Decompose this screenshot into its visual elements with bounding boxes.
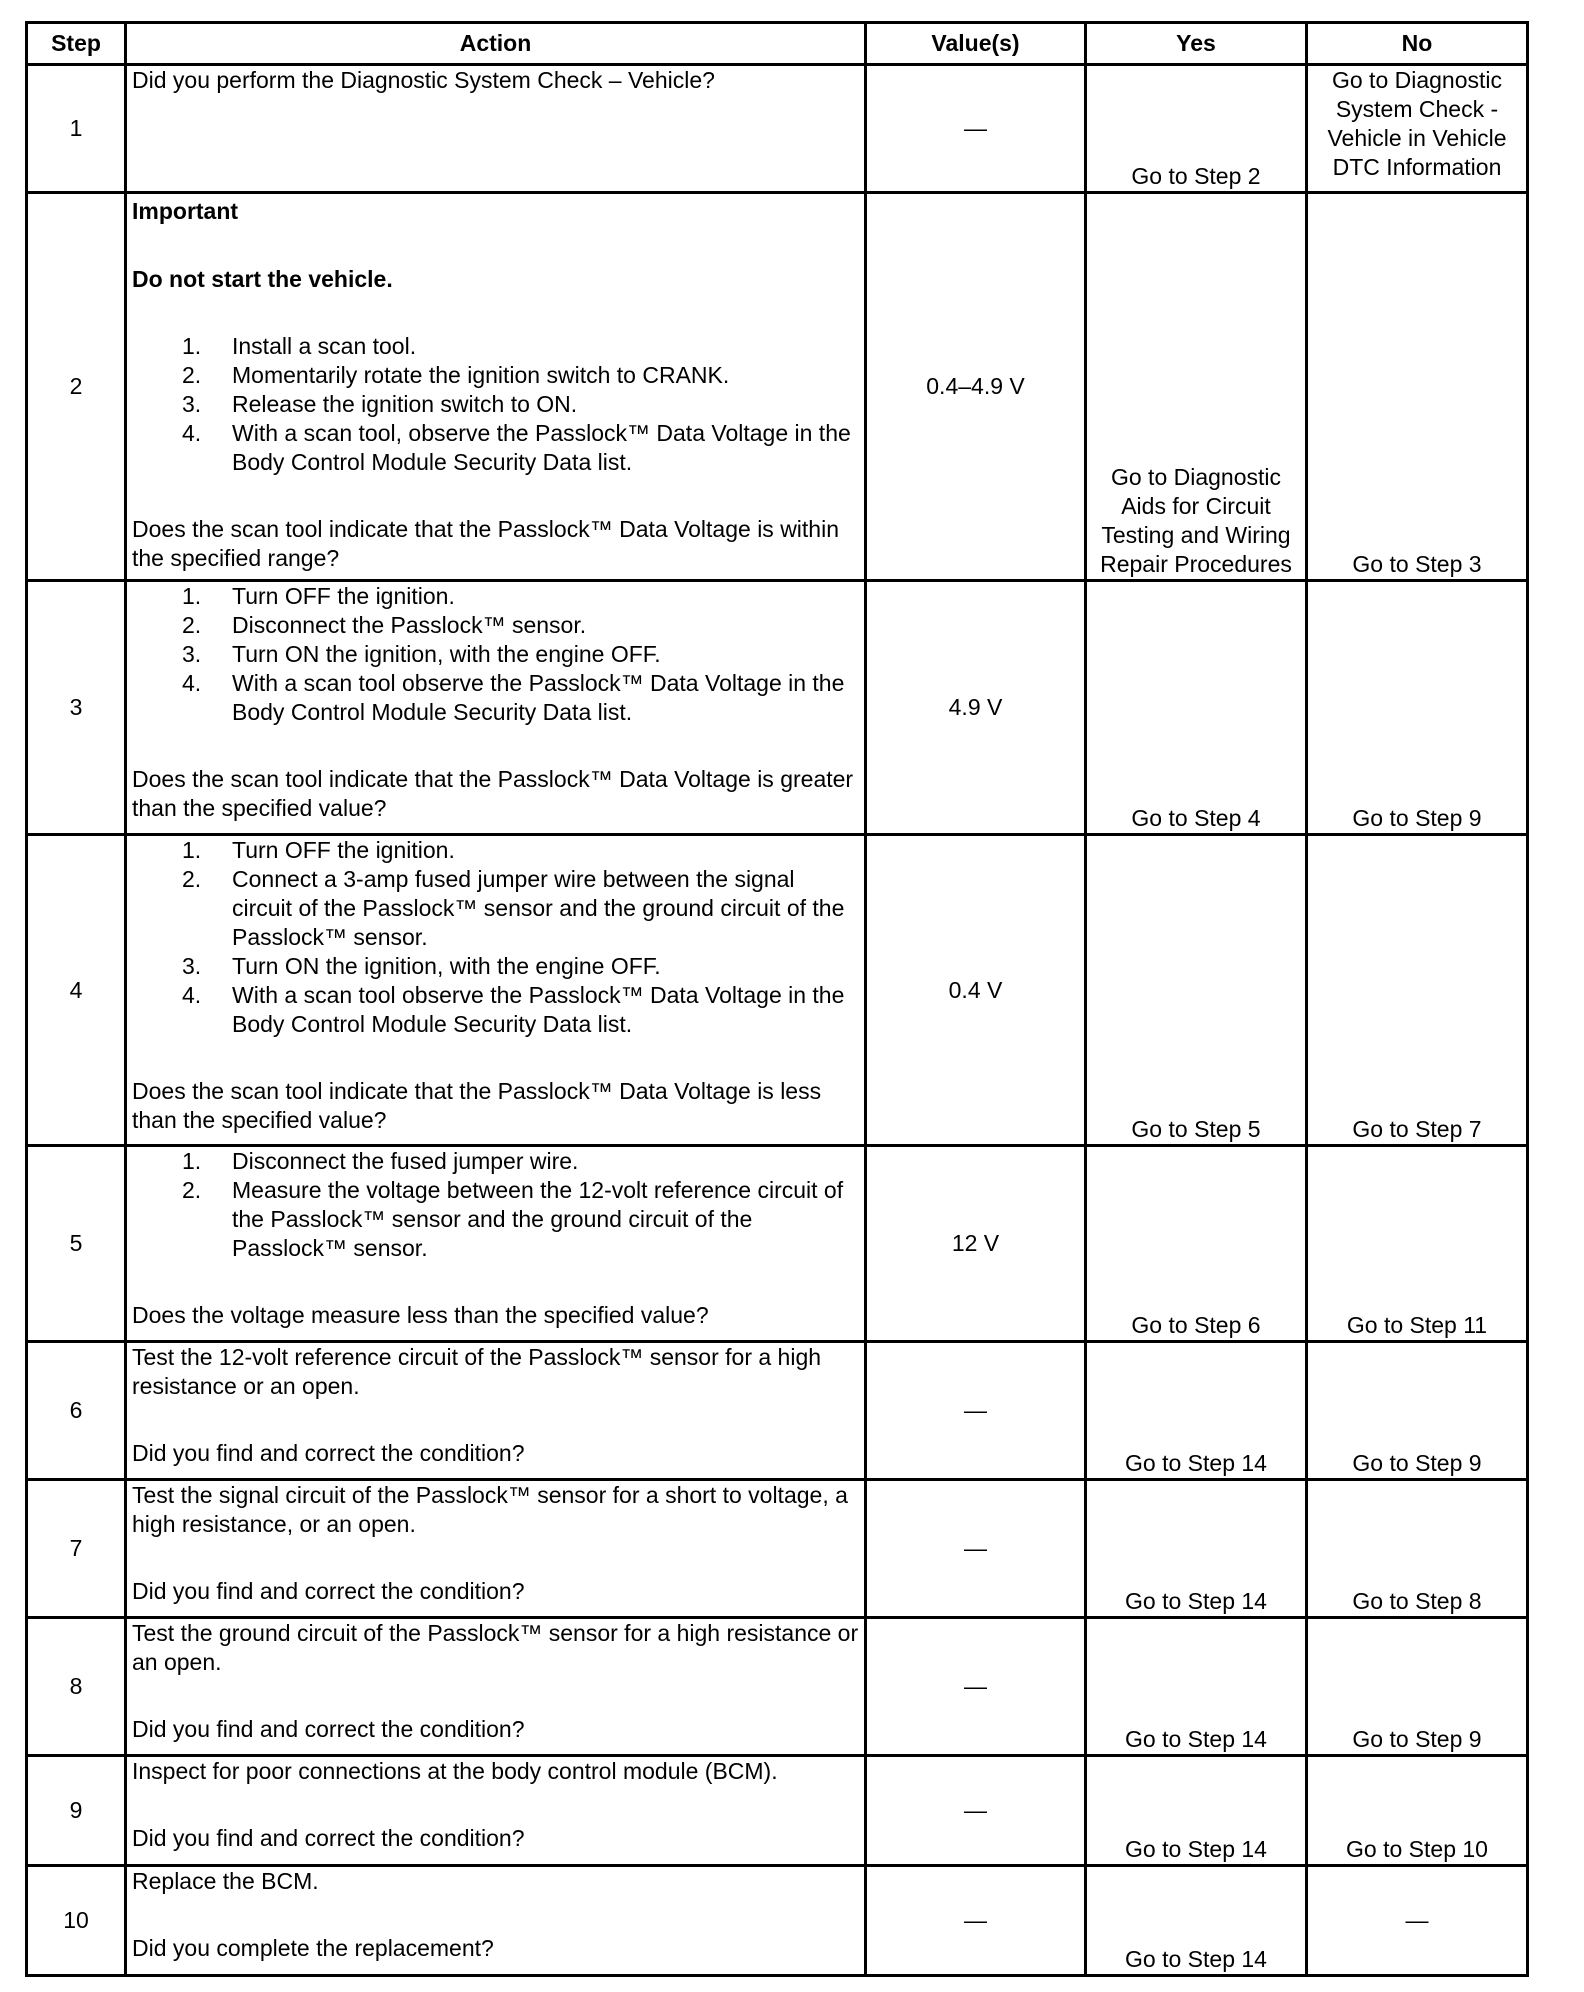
step-number: 7: [27, 1480, 126, 1618]
value-cell: 0.4–4.9 V: [866, 193, 1086, 581]
procedure-list: [132, 582, 859, 727]
value-cell: —: [866, 1756, 1086, 1866]
header-yes: Yes: [1086, 23, 1307, 65]
question-text: Does the scan tool indicate that the Passlock™ Data Voltage is less than the specified value?: [132, 1078, 822, 1133]
header-action: Action: [126, 23, 866, 65]
no-cell: Go to Diagnostic System Check - Vehicle in Vehicle DTC Information: [1307, 65, 1528, 193]
value-cell: —: [866, 1480, 1086, 1618]
yes-cell: Go to Step 14: [1086, 1342, 1307, 1480]
table-row: [27, 1618, 1528, 1756]
question-text: Did you find and correct the condition?: [132, 1578, 525, 1604]
list-item: 2. Measure the voltage between the 12-volt reference circuit of the Passlock™ sensor and the ground circuit of the Passlock™ sensor.: [182, 1177, 844, 1261]
action-cell: [126, 193, 866, 581]
procedure-list: [132, 332, 859, 477]
question-text: Did you find and correct the condition?: [132, 1440, 525, 1466]
question-text: Did you find and correct the condition?: [132, 1825, 525, 1851]
procedure-list: [132, 836, 859, 1039]
yes-cell: Go to Step 5: [1086, 835, 1307, 1146]
list-item: 1. Turn OFF the ignition.: [182, 837, 455, 863]
list-item: 3. Turn ON the ignition, with the engine OFF.: [182, 641, 661, 667]
value-cell: 0.4 V: [866, 835, 1086, 1146]
question-text: Did you complete the replacement?: [132, 1935, 494, 1961]
procedure-list: [132, 1147, 859, 1263]
important-label: Important: [132, 198, 239, 224]
yes-cell: Go to Step 14: [1086, 1866, 1307, 1976]
list-item: 4. With a scan tool observe the Passlock™ Data Voltage in the Body Control Module Security Data list.: [182, 982, 845, 1037]
action-cell: [126, 581, 866, 835]
list-item: 4. With a scan tool, observe the Passlock™ Data Voltage in the Body Control Module Security Data list.: [182, 420, 851, 475]
no-cell: Go to Step 10: [1307, 1756, 1528, 1866]
header-values: Value(s): [866, 23, 1086, 65]
yes-cell: Go to Diagnostic Aids for Circuit Testing and Wiring Repair Procedures: [1086, 193, 1307, 581]
header-row: [27, 23, 1528, 65]
yes-cell: Go to Step 14: [1086, 1618, 1307, 1756]
no-cell: Go to Step 7: [1307, 835, 1528, 1146]
value-cell: 4.9 V: [866, 581, 1086, 835]
question-text: Does the voltage measure less than the specified value?: [132, 1302, 709, 1328]
no-cell: Go to Step 8: [1307, 1480, 1528, 1618]
table-row: [27, 65, 1528, 193]
action-cell: [126, 1480, 866, 1618]
no-cell: Go to Step 9: [1307, 1618, 1528, 1756]
list-item: 2. Connect a 3-amp fused jumper wire between the signal circuit of the Passlock™ sensor and the ground circuit of the Passlock™ sensor.: [182, 866, 845, 950]
action-cell: [126, 1756, 866, 1866]
action-text: Test the 12-volt reference circuit of the Passlock™ sensor for a high resistance or an open.: [132, 1344, 822, 1399]
question-text: Does the scan tool indicate that the Passlock™ Data Voltage is within the specified range?: [132, 516, 840, 571]
table-row: [27, 1756, 1528, 1866]
list-item: 1. Disconnect the fused jumper wire.: [182, 1148, 579, 1174]
value-cell: —: [866, 1866, 1086, 1976]
yes-cell: Go to Step 14: [1086, 1756, 1307, 1866]
table-row: [27, 835, 1528, 1146]
yes-cell: Go to Step 6: [1086, 1146, 1307, 1342]
list-item: 2. Momentarily rotate the ignition switch to CRANK.: [182, 362, 730, 388]
action-text: Test the ground circuit of the Passlock™ sensor for a high resistance or an open.: [132, 1620, 859, 1675]
no-cell: Go to Step 11: [1307, 1146, 1528, 1342]
step-number: 4: [27, 835, 126, 1146]
warning-text: Do not start the vehicle.: [132, 266, 393, 292]
value-cell: —: [866, 1342, 1086, 1480]
action-cell: [126, 835, 866, 1146]
table-row: [27, 1342, 1528, 1480]
table-row: [27, 1146, 1528, 1342]
yes-cell: Go to Step 4: [1086, 581, 1307, 835]
action-text: Did you perform the Diagnostic System Check – Vehicle?: [132, 67, 715, 93]
step-number: 3: [27, 581, 126, 835]
step-number: 9: [27, 1756, 126, 1866]
list-item: 3. Turn ON the ignition, with the engine OFF.: [182, 953, 661, 979]
step-number: 8: [27, 1618, 126, 1756]
table-row: [27, 1480, 1528, 1618]
diagnostic-table: [25, 21, 1529, 1977]
action-text: Inspect for poor connections at the body control module (BCM).: [132, 1758, 778, 1784]
table-row: [27, 581, 1528, 835]
step-number: 1: [27, 65, 126, 193]
no-cell: Go to Step 9: [1307, 1342, 1528, 1480]
action-cell: [126, 65, 866, 193]
action-cell: [126, 1618, 866, 1756]
action-text: Replace the BCM.: [132, 1868, 319, 1894]
list-item: 4. With a scan tool observe the Passlock™ Data Voltage in the Body Control Module Security Data list.: [182, 670, 845, 725]
table-row: [27, 193, 1528, 581]
header-no: No: [1307, 23, 1528, 65]
header-step: Step: [27, 23, 126, 65]
action-text: Test the signal circuit of the Passlock™ sensor for a short to voltage, a high resistance, or an open.: [132, 1482, 848, 1537]
step-number: 6: [27, 1342, 126, 1480]
yes-cell: Go to Step 2: [1086, 65, 1307, 193]
value-cell: —: [866, 1618, 1086, 1756]
table-row: [27, 1866, 1528, 1976]
no-cell: Go to Step 9: [1307, 581, 1528, 835]
question-text: Did you find and correct the condition?: [132, 1716, 525, 1742]
step-number: 10: [27, 1866, 126, 1976]
list-item: 3. Release the ignition switch to ON.: [182, 391, 578, 417]
action-cell: [126, 1146, 866, 1342]
yes-cell: Go to Step 14: [1086, 1480, 1307, 1618]
step-number: 5: [27, 1146, 126, 1342]
no-cell: Go to Step 3: [1307, 193, 1528, 581]
question-text: Does the scan tool indicate that the Passlock™ Data Voltage is greater than the specified value?: [132, 766, 854, 821]
step-number: 2: [27, 193, 126, 581]
list-item: 1. Turn OFF the ignition.: [182, 583, 455, 609]
list-item: 2. Disconnect the Passlock™ sensor.: [182, 612, 587, 638]
value-cell: 12 V: [866, 1146, 1086, 1342]
action-cell: [126, 1866, 866, 1976]
list-item: 1. Install a scan tool.: [182, 333, 417, 359]
no-cell: —: [1307, 1866, 1528, 1976]
action-cell: [126, 1342, 866, 1480]
value-cell: —: [866, 65, 1086, 193]
